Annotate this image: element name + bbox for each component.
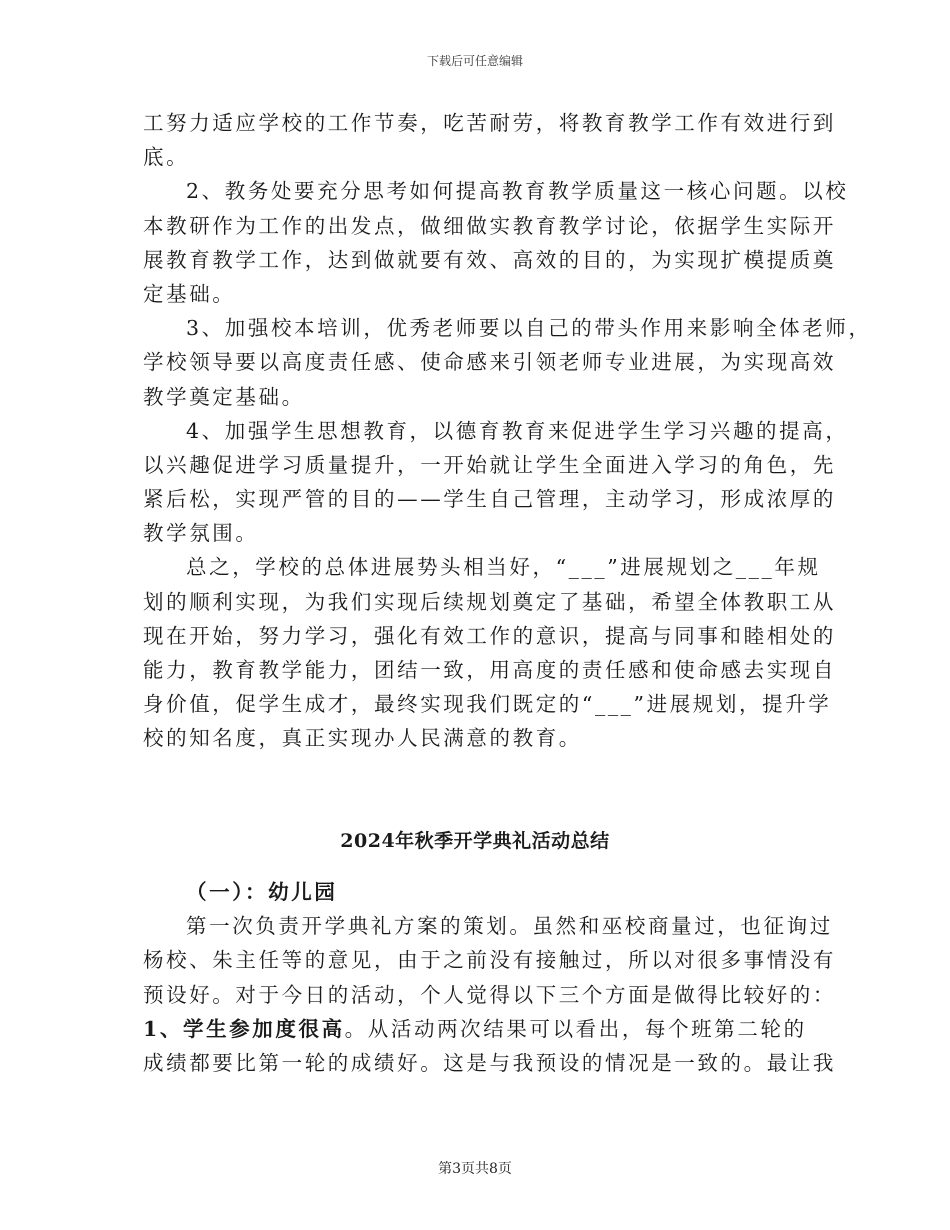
section-title: 2024年秋季开学典礼活动总结 — [340, 830, 610, 852]
page-header: 下载后可任意编辑 — [426, 54, 523, 68]
point-text: 。从活动两次结果可以看出，每个班第二轮的 — [344, 1016, 807, 1041]
text-line: 身价值，促学生成才，最终实现我们既定的“___”进展规划，提升学 — [143, 692, 832, 717]
text-line: 预设好。对于今日的活动，个人觉得以下三个方面是做得比较好的： — [143, 982, 836, 1007]
text-line: 定基础。 — [143, 281, 236, 306]
paragraph — [143, 550, 836, 755]
point-line — [143, 1012, 823, 1046]
text-line: 紧后松，实现严管的目的——学生自己管理，主动学习，形成浓厚的 — [143, 487, 836, 512]
text-line: 校的知名度，真正实现办人民满意的教育。 — [143, 726, 582, 751]
text-line: 教学氛围。 — [143, 521, 259, 546]
text-line: 以兴趣促进学习质量提升，一开始就让学生全面进入学习的角色，先 — [143, 452, 836, 477]
text-line: 第一次负责开学典礼方案的策划。虽然和巫校商量过，也征询过 — [186, 914, 833, 939]
text-line: 本教研作为工作的出发点，做细做实教育教学讨论，依据学生实际开 — [143, 213, 836, 238]
text-line: 3、加强校本培训，优秀老师要以自己的带头作用来影响全体老师， — [186, 316, 872, 341]
text-line: 2、教务处要充分思考如何提高教育教学质量这一核心问题。以校 — [186, 179, 849, 204]
text-line: 教学奠定基础。 — [143, 384, 305, 409]
text-line: 划的顺利实现，为我们实现后续规划奠定了基础，希望全体教职工从 — [143, 589, 836, 614]
paragraph — [143, 414, 849, 551]
text-line: 工努力适应学校的工作节奏，吃苦耐劳，将教育教学工作有效进行到 — [143, 111, 836, 135]
text-line: 学校领导要以高度责任感、使命感来引领老师专业进展，为实现高效 — [143, 350, 836, 375]
text-line: 现在开始，努力学习，强化有效工作的意识，提高与同事和睦相处的 — [143, 623, 836, 648]
text-line: 成绩都要比第一轮的成绩好。这是与我预设的情况是一致的。最让我 — [143, 1050, 836, 1075]
subheading: （一）：幼儿园 — [186, 880, 338, 904]
body-text — [143, 106, 872, 756]
paragraph — [143, 174, 849, 311]
text-line: 展教育教学工作，达到做就要有效、高效的目的，为实现扩模提质奠 — [143, 247, 836, 272]
text-line: 杨校、朱主任等的意见，由于之前没有接触过，所以对很多事情没有 — [143, 948, 836, 973]
paragraph — [143, 311, 872, 414]
text-line: 总之，学校的总体进展势头相当好，“___”进展规划之___年规 — [186, 555, 821, 580]
text-line: 4、加强学生思想教育，以德育教育来促进学生学习兴趣的提高， — [186, 418, 849, 443]
page-footer: 第3页共8页 — [438, 1161, 512, 1177]
paragraph — [143, 106, 836, 174]
section-body — [143, 875, 836, 1080]
text-line: 底。 — [143, 145, 190, 170]
text-line: 能力，教育教学能力，团结一致，用高度的责任感和使命感去实现自 — [143, 658, 836, 682]
point-title: 1、学生参加度很高 — [143, 1016, 345, 1041]
